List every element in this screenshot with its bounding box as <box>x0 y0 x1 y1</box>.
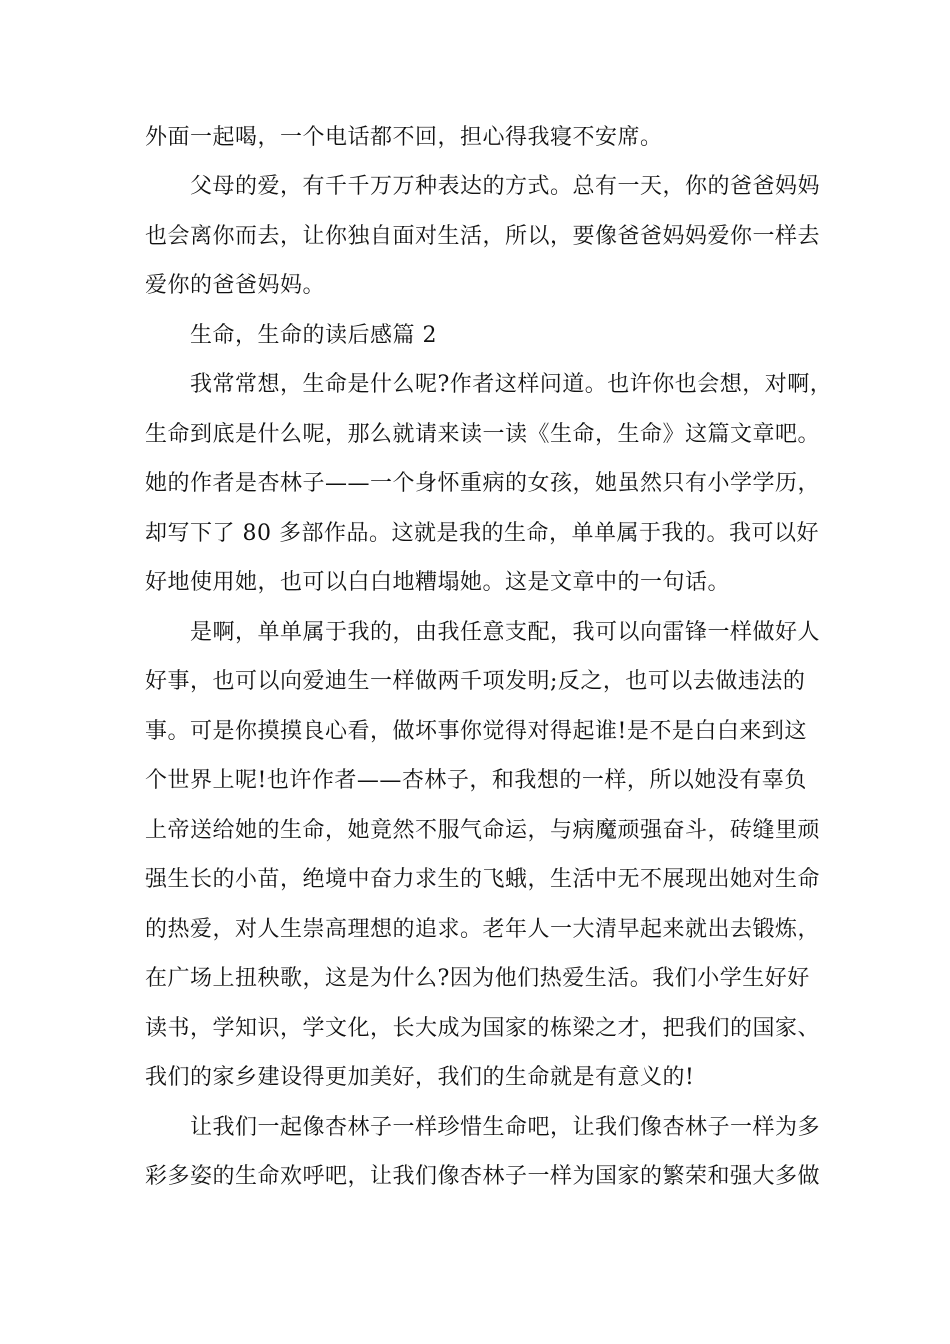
text-line: 好事，也可以向爱迪生一样做两千项发明;反之，也可以去做违法的 <box>145 669 806 694</box>
text-line: 我们的家乡建设得更加美好，我们的生命就是有意义的! <box>145 1065 695 1090</box>
text-line: 好地使用她，也可以白白地糟塌她。这是文章中的一句话。 <box>145 570 731 595</box>
text-line: 彩多姿的生命欢呼吧，让我们像杏林子一样为国家的繁荣和强大多做 <box>145 1164 821 1189</box>
text-line: 我常常想，生命是什么呢?作者这样问道。也许你也会想，对啊， <box>190 372 833 397</box>
text-line: 她的作者是杏林子——一个身怀重病的女孩，她虽然只有小学学历， <box>145 471 821 496</box>
text-line: 也会离你而去，让你独自面对生活，所以，要像爸爸妈妈爱你一样去 <box>145 224 821 249</box>
text-line: 读书，学知识，学文化，长大成为国家的栋梁之才，把我们的国家、 <box>145 1016 821 1041</box>
text-line: 强生长的小苗，绝境中奋力求生的飞蛾，生活中无不展现出她对生命 <box>145 867 821 892</box>
text-line: 父母的爱，有千千万万种表达的方式。总有一天，你的爸爸妈妈 <box>190 174 821 199</box>
text-line: 生命到底是什么呢，那么就请来读一读《生命，生命》这篇文章吧。 <box>145 422 821 447</box>
text-line: 外面一起喝，一个电话都不回，担心得我寝不安席。 <box>145 125 663 150</box>
text-line: 是啊，单单属于我的，由我任意支配，我可以向雷锋一样做好人 <box>190 620 821 645</box>
text-line: 在广场上扭秧歌，这是为什么?因为他们热爱生活。我们小学生好好 <box>145 966 810 991</box>
text-line: 却写下了 80 多部作品。这就是我的生命，单单属于我的。我可以好 <box>145 521 819 546</box>
text-line: 上帝送给她的生命，她竟然不服气命运，与病魔顽强奋斗，砖缝里顽 <box>145 818 821 843</box>
text-line: 个世界上呢!也许作者——杏林子，和我想的一样，所以她没有辜负 <box>145 768 807 793</box>
text-line: 爱你的爸爸妈妈。 <box>145 273 326 298</box>
section-heading: 生命，生命的读后感篇 2 <box>190 323 437 348</box>
text-line: 的热爱，对人生崇高理想的追求。老年人一大清早起来就出去锻炼， <box>145 917 821 942</box>
text-line: 事。可是你摸摸良心看，做坏事你觉得对得起谁!是不是白白来到这 <box>145 719 807 744</box>
text-line: 让我们一起像杏林子一样珍惜生命吧，让我们像杏林子一样为多 <box>190 1115 821 1140</box>
